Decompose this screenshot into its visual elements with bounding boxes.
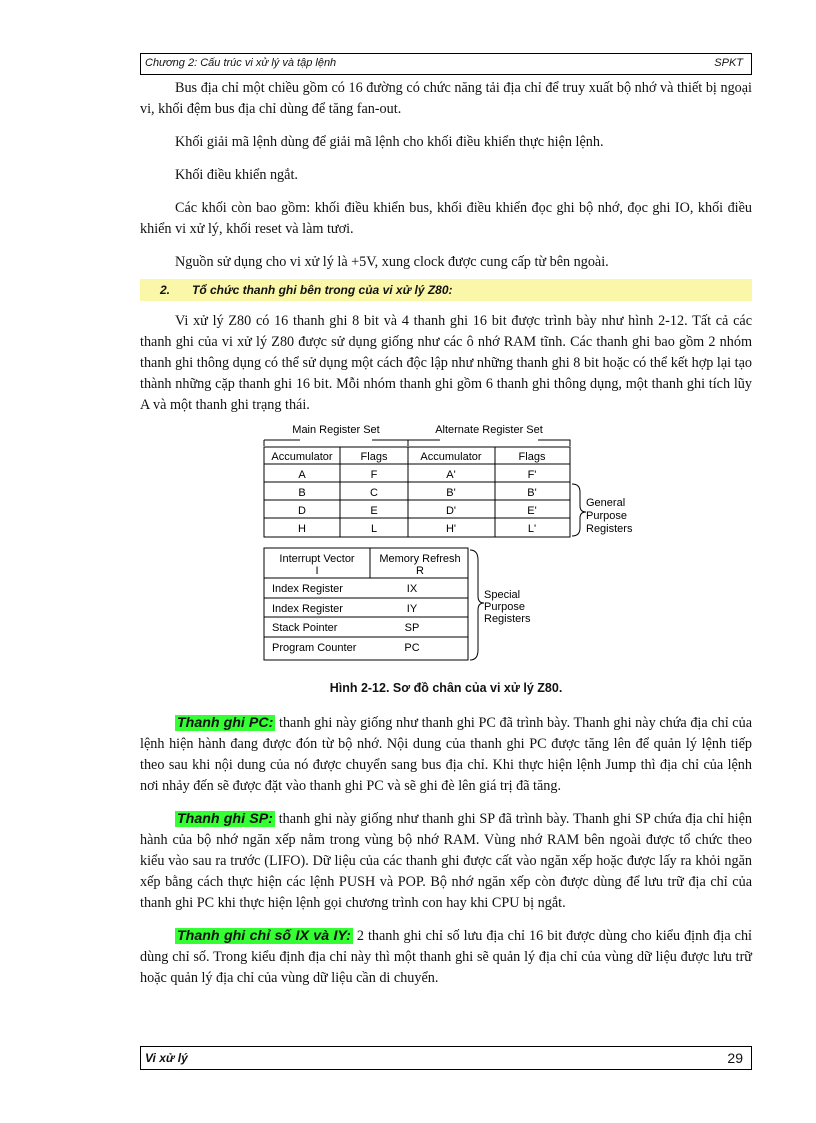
special-program-counter: Program Counter: [272, 642, 357, 654]
reg-f: F: [370, 469, 378, 481]
ix-label: Thanh ghi chỉ số IX và IY:: [177, 928, 351, 944]
special-index-register-x: Index Register: [272, 583, 343, 595]
reg-b: B: [298, 487, 306, 499]
reg-b-alt: B': [446, 487, 456, 499]
reg-h: H: [298, 523, 306, 535]
special-label-1: Special: [484, 589, 521, 601]
sp-paragraph: [140, 809, 752, 914]
special-label-3: Registers: [484, 613, 531, 625]
register-figure: [140, 420, 752, 672]
main-set-label: Main Register Set: [292, 424, 380, 436]
reg-c: C: [370, 487, 378, 499]
header-chapter-title: Chương 2: Cấu trúc vi xử lý và tập lệnh: [145, 57, 337, 69]
special-stack-pointer: Stack Pointer: [272, 622, 338, 634]
special-sp: SP: [404, 622, 420, 634]
pc-paragraph: [140, 713, 752, 797]
special-interrupt-vector: Interrupt Vector: [279, 553, 355, 565]
page-content: [140, 78, 752, 1001]
reg-c-alt: B': [527, 487, 537, 499]
special-pc: PC: [404, 642, 420, 654]
sp-text: thanh ghi này giống như thanh ghi SP đã trình bày. Thanh ghi SP chứa địa chỉ hiện hành của bộ nhớ ngăn xếp nằm trong vùng bộ nhớ RAM. Vùng nhớ RAM bên ngoài được tổ chức theo kiểu vào sau ra trước (LIFO). Dữ liệu của các thanh ghi được cất vào ngăn xếp hoặc được lấy ra khỏi ngăn xếp bằng cách thực hiện các lệnh PUSH và POP. Bộ nhớ ngăn xếp còn được dùng để lưu trữ địa chỉ của thanh ghi PC khi thực hiện lệnh gọi chương trình con hay khi CPU bị ngắt.: [140, 811, 752, 911]
special-iy: IY: [406, 603, 418, 615]
ix-paragraph: [140, 926, 752, 989]
sp-label: Thanh ghi SP:: [177, 811, 273, 827]
general-label-2: Purpose: [586, 510, 627, 522]
alt-header-flags: Flags: [518, 451, 546, 463]
general-label-3: Registers: [586, 523, 633, 535]
reg-a: A: [298, 469, 306, 481]
reg-h-alt: H': [445, 523, 457, 535]
intro-paragraph: Vi xử lý Z80 có 16 thanh ghi 8 bit và 4 thanh ghi 16 bit được trình bày như hình 2-12. Tất cả các thanh ghi của vi xử lý Z80 được sử dụng giống như các ô nhớ RAM tĩnh. Các thanh ghi bao gồm 2 nhóm thanh ghi thông dụng có thể sử dụng một cách độc lập như những thanh ghi 8 bit hoặc có thể kết hợp lại tạo thành những cặp thanh ghi 16 bit. Mỗi nhóm thanh ghi gồm 6 thanh ghi thông dụng, một thanh ghi tích lũy A và một thanh ghi trạng thái.: [140, 313, 752, 413]
paragraph: Bus địa chỉ một chiều gồm có 16 đường có chức năng tải địa chỉ để truy xuất bộ nhớ và thiết bị ngoại vi, khối đệm bus địa chỉ dùng để tăng fan-out.: [140, 80, 752, 117]
special-ix: IX: [406, 583, 418, 595]
page-header: [140, 53, 752, 75]
reg-f-alt: F': [527, 469, 537, 481]
special-label-2: Purpose: [484, 601, 525, 613]
special-i: I: [315, 565, 319, 577]
page-number: 29: [727, 1050, 743, 1066]
ix-text: 2 thanh ghi chỉ số lưu địa chỉ 16 bit được dùng cho kiểu định địa chỉ dùng chỉ số. Trong kiểu định địa chỉ này thì một thanh ghi sẽ quản lý địa chỉ của vùng dữ liệu được lưu trữ hoặc quản lý địa chỉ của vùng dữ liệu cần di chuyển.: [140, 928, 752, 986]
alt-header-accumulator: Accumulator: [420, 451, 482, 463]
reg-d-alt: D': [445, 505, 457, 517]
paragraph: Các khối còn bao gồm: khối điều khiển bus, khối điều khiển đọc ghi bộ nhớ, đọc ghi IO, khối điều khiển vi xử lý, khối reset và làm tươi.: [140, 200, 752, 237]
paragraph: Khối giải mã lệnh dùng để giải mã lệnh cho khối điều khiển thực hiện lệnh.: [175, 134, 604, 150]
special-r: R: [416, 565, 424, 577]
pc-label: Thanh ghi PC:: [177, 715, 274, 731]
alt-set-label: Alternate Register Set: [435, 424, 543, 436]
pc-text: thanh ghi này giống như thanh ghi PC đã trình bày. Thanh ghi này chứa địa chỉ của lệnh hiện hành đang được đón từ bộ nhớ. Nội dung của thanh ghi PC được tăng lên để quản lý lệnh tiếp theo sau khi nội dung của nó được chuyển sang bus địa chỉ. Khi thực hiện lệnh Jump thì địa chỉ của lệnh nơi nhảy đến sẽ được đặt vào thanh ghi PC và sẽ ghi đè lên giá trị đã tăng.: [140, 715, 752, 794]
header-school: SPKT: [714, 57, 743, 69]
reg-l: L: [370, 523, 378, 535]
section-heading: [140, 279, 752, 301]
paragraph: Khối điều khiển ngắt.: [175, 167, 298, 183]
reg-d: D: [298, 505, 306, 517]
general-label-1: General: [586, 497, 626, 509]
special-memory-refresh: Memory Refresh: [379, 553, 461, 565]
register-diagram: [140, 420, 752, 672]
paragraph: Nguồn sử dụng cho vi xử lý là +5V, xung clock được cung cấp từ bên ngoài.: [175, 254, 609, 270]
footer-subject: Vi xử lý: [145, 1051, 188, 1065]
section-number: 2.: [160, 283, 171, 297]
main-header-flags: Flags: [360, 451, 388, 463]
reg-e-alt: E': [527, 505, 537, 517]
reg-a-alt: A': [446, 469, 456, 481]
main-header-accumulator: Accumulator: [271, 451, 333, 463]
page-footer: [140, 1046, 752, 1070]
special-index-register-y: Index Register: [272, 603, 343, 615]
reg-e: E: [370, 505, 378, 517]
figure-caption: Hình 2-12. Sơ đồ chân của vi xử lý Z80.: [329, 681, 563, 695]
reg-l-alt: L': [527, 523, 537, 535]
section-title: Tổ chức thanh ghi bên trong của vi xử lý Z80:: [192, 283, 453, 297]
